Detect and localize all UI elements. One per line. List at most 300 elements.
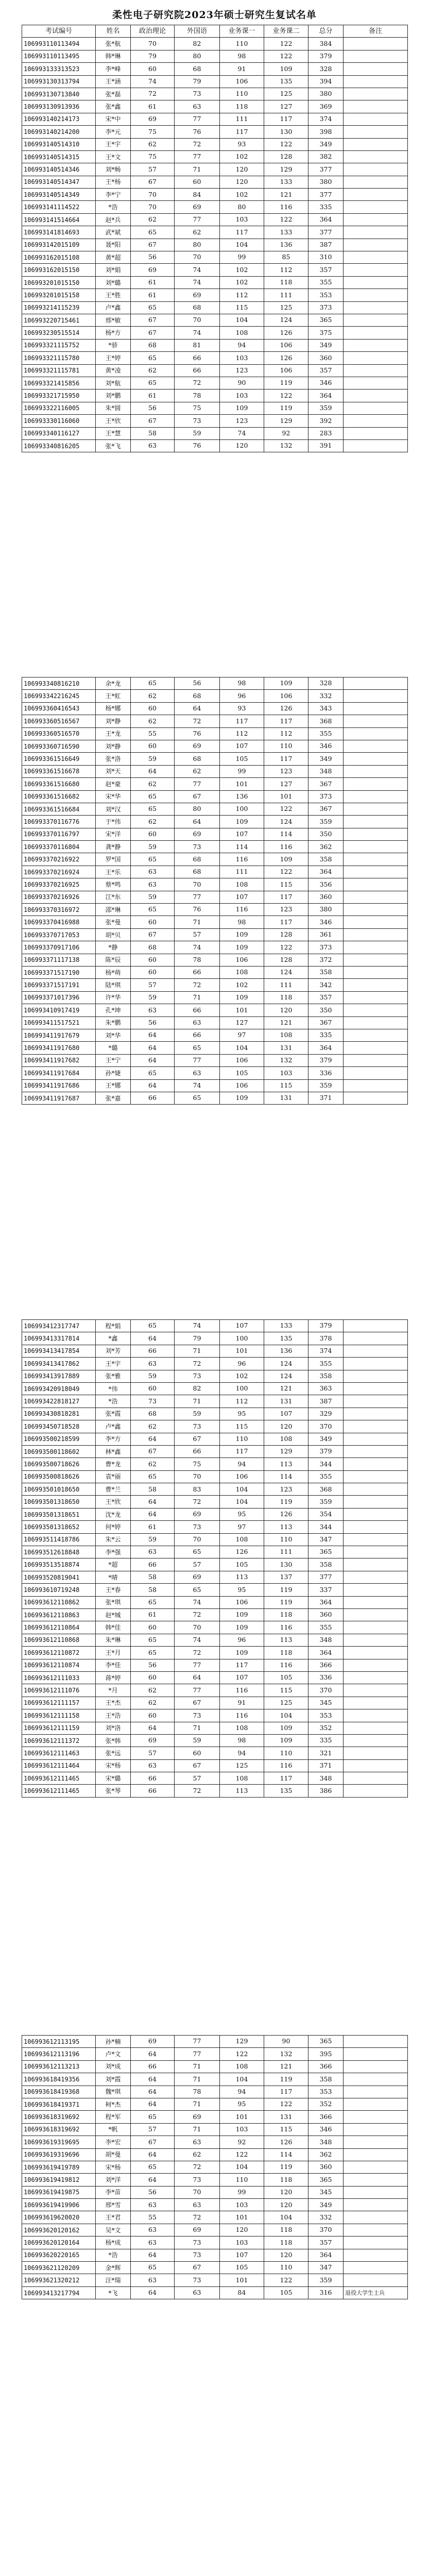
name-cell: 王*宇	[96, 138, 131, 150]
exam-id-cell: 106993370917106	[22, 941, 96, 954]
subject2-score-cell: 117	[264, 1772, 308, 1785]
name-cell: 张*曼	[96, 916, 131, 928]
politics-score-cell: 63	[131, 1546, 175, 1558]
total-score-cell: 368	[308, 715, 344, 727]
subject2-score-cell: 114	[264, 1470, 308, 1483]
subject2-score-cell: 122	[264, 38, 308, 50]
table-row	[22, 1734, 408, 1747]
table-row	[22, 1004, 408, 1016]
subject2-score-cell: 114	[264, 828, 308, 840]
total-score-cell: 386	[308, 1785, 344, 1797]
subject2-score-cell: 109	[264, 853, 308, 866]
total-score-cell: 379	[308, 1054, 344, 1066]
subject2-score-cell: 118	[264, 276, 308, 289]
subject1-score-cell: 108	[220, 1772, 264, 1785]
foreign-language-score-cell: 76	[175, 439, 220, 452]
total-score-cell: 377	[308, 1571, 344, 1583]
table-row	[22, 2111, 408, 2123]
subject1-score-cell: 116	[220, 1684, 264, 1697]
remarks-cell	[344, 928, 408, 941]
name-cell: 杨*成	[96, 2236, 131, 2249]
exam-id-cell: 106993110113494	[22, 38, 96, 50]
subject2-score-cell: 128	[264, 150, 308, 163]
remarks-cell	[344, 126, 408, 138]
remarks-cell	[344, 1596, 408, 1608]
table-row	[22, 75, 408, 88]
politics-score-cell: 68	[131, 339, 175, 351]
exam-id-cell: 106993371517190	[22, 966, 96, 978]
remarks-cell	[344, 439, 408, 452]
subject1-score-cell: 104	[220, 2161, 264, 2173]
remarks-cell	[344, 1621, 408, 1634]
politics-score-cell: 75	[131, 150, 175, 163]
name-cell: 王*胜	[96, 289, 131, 301]
subject2-score-cell: 114	[264, 2148, 308, 2161]
exam-id-cell: 106993520819041	[22, 1571, 96, 1583]
subject2-score-cell: 110	[264, 1747, 308, 1759]
subject2-score-cell: 109	[264, 677, 308, 690]
name-cell: 张*雅	[96, 1370, 131, 1382]
politics-score-cell: 64	[131, 2098, 175, 2110]
total-score-cell: 364	[308, 2249, 344, 2261]
politics-score-cell: 59	[131, 1370, 175, 1382]
table-row	[22, 377, 408, 389]
remarks-cell	[344, 2123, 408, 2136]
name-cell: 刘*天	[96, 765, 131, 777]
foreign-language-score-cell: 63	[175, 1067, 220, 1079]
foreign-language-score-cell: 73	[175, 2249, 220, 2261]
exam-id-cell: 106993411917680	[22, 1042, 96, 1054]
politics-score-cell: 60	[131, 1382, 175, 1395]
exam-id-cell: 106993619419875	[22, 2186, 96, 2198]
name-cell: *飞	[96, 2286, 131, 2299]
name-cell: 张*磊	[96, 88, 131, 100]
foreign-language-score-cell: 70	[175, 1533, 220, 1546]
table-row	[22, 364, 408, 377]
politics-score-cell: 64	[131, 1508, 175, 1520]
politics-score-cell: 62	[131, 1420, 175, 1433]
subject2-score-cell: 120	[264, 1420, 308, 1433]
foreign-language-score-cell: 77	[175, 1054, 220, 1066]
foreign-language-score-cell: 62	[175, 2148, 220, 2161]
name-cell: 王*文	[96, 150, 131, 163]
foreign-language-score-cell: 60	[175, 176, 220, 188]
remarks-cell	[344, 1067, 408, 1079]
total-score-cell: 373	[308, 790, 344, 803]
table-row	[22, 1433, 408, 1445]
table-row	[22, 891, 408, 903]
subject1-score-cell: 98	[220, 916, 264, 928]
foreign-language-score-cell: 72	[175, 138, 220, 150]
table-row	[22, 289, 408, 301]
exam-id-cell: 106993410917419	[22, 1004, 96, 1016]
politics-score-cell: 63	[131, 439, 175, 452]
politics-score-cell: 64	[131, 765, 175, 777]
remarks-cell	[344, 2186, 408, 2198]
subject2-score-cell: 136	[264, 239, 308, 251]
table-row	[22, 1320, 408, 1332]
total-score-cell: 342	[308, 979, 344, 991]
name-cell: 张*琴	[96, 1785, 131, 1797]
remarks-cell	[344, 1370, 408, 1382]
foreign-language-score-cell: 68	[175, 753, 220, 765]
subject1-score-cell: 117	[220, 715, 264, 727]
name-cell: 刘*洋	[96, 2174, 131, 2186]
remarks-cell	[344, 702, 408, 715]
politics-score-cell: 60	[131, 702, 175, 715]
exam-id-cell: 106993612110874	[22, 1659, 96, 1671]
name-cell: 杨*娜	[96, 702, 131, 715]
table-row	[22, 2148, 408, 2161]
subject2-score-cell: 116	[264, 201, 308, 213]
total-score-cell: 366	[308, 2060, 344, 2073]
table-row	[22, 1092, 408, 1104]
total-score-cell: 368	[308, 1483, 344, 1496]
politics-score-cell: 62	[131, 1697, 175, 1709]
name-cell: 王*乐	[96, 866, 131, 878]
foreign-language-score-cell: 57	[175, 928, 220, 941]
name-cell: 许*华	[96, 991, 131, 1004]
foreign-language-score-cell: 83	[175, 1483, 220, 1496]
total-score-cell: 364	[308, 389, 344, 402]
table-row	[22, 816, 408, 828]
remarks-cell	[344, 2098, 408, 2110]
remarks-cell	[344, 63, 408, 75]
exam-id-cell: 106993511418786	[22, 1533, 96, 1546]
table-row	[22, 1533, 408, 1546]
name-cell: 张*嘉	[96, 1092, 131, 1104]
politics-score-cell: 63	[131, 2274, 175, 2286]
foreign-language-score-cell: 78	[175, 2086, 220, 2098]
table-row	[22, 327, 408, 339]
total-score-cell: 348	[308, 1634, 344, 1646]
politics-score-cell: 56	[131, 402, 175, 414]
foreign-language-score-cell: 77	[175, 2048, 220, 2060]
subject2-score-cell: 115	[264, 1684, 308, 1697]
subject2-score-cell: 119	[264, 2161, 308, 2173]
politics-score-cell: 61	[131, 389, 175, 402]
subject2-score-cell: 125	[264, 88, 308, 100]
total-score-cell: 362	[308, 841, 344, 853]
exam-id-cell: 106993500818626	[22, 1470, 96, 1483]
subject2-score-cell: 124	[264, 314, 308, 326]
politics-score-cell: 59	[131, 991, 175, 1004]
exam-id-cell: 106993618419368	[22, 2086, 96, 2098]
subject1-score-cell: 105	[220, 2262, 264, 2274]
politics-score-cell: 56	[131, 1659, 175, 1671]
subject1-score-cell: 101	[220, 1004, 264, 1016]
total-score-cell: 349	[308, 1433, 344, 1445]
politics-score-cell: 66	[131, 1785, 175, 1797]
subject1-score-cell: 109	[220, 928, 264, 941]
exam-id-cell: 106993370116804	[22, 841, 96, 853]
subject2-score-cell: 121	[264, 189, 308, 201]
subject2-score-cell: 123	[264, 1483, 308, 1496]
table-row	[22, 1546, 408, 1558]
table-row	[22, 2073, 408, 2086]
subject2-score-cell: 123	[264, 765, 308, 777]
subject2-score-cell: 116	[264, 1659, 308, 1671]
name-cell: *晴	[96, 1571, 131, 1583]
subject1-score-cell: 110	[220, 38, 264, 50]
exam-id-cell: 106993141814693	[22, 226, 96, 239]
remarks-cell	[344, 790, 408, 803]
foreign-language-score-cell: 80	[175, 803, 220, 815]
exam-id-cell: 106993110113495	[22, 50, 96, 62]
name-cell: *超	[96, 1558, 131, 1571]
politics-score-cell: 60	[131, 916, 175, 928]
name-cell: 武*斌	[96, 226, 131, 239]
subject1-score-cell: 103	[220, 352, 264, 364]
politics-score-cell: 65	[131, 1634, 175, 1646]
subject2-score-cell: 125	[264, 1697, 308, 1709]
exam-id-cell: 106993140214200	[22, 126, 96, 138]
exam-id-cell: 106993370717053	[22, 928, 96, 941]
total-score-cell: 366	[308, 2111, 344, 2123]
subject2-score-cell: 111	[264, 979, 308, 991]
politics-score-cell: 74	[131, 75, 175, 88]
foreign-language-score-cell: 74	[175, 327, 220, 339]
subject1-score-cell: 101	[220, 1345, 264, 1357]
total-score-cell: 336	[308, 1671, 344, 1684]
foreign-language-score-cell: 77	[175, 113, 220, 125]
subject1-score-cell: 109	[220, 1621, 264, 1634]
remarks-cell	[344, 1496, 408, 1508]
politics-score-cell: 62	[131, 364, 175, 377]
remarks-cell	[344, 314, 408, 326]
exam-id-cell: 106993201015150	[22, 276, 96, 289]
name-cell: 孙*婕	[96, 1067, 131, 1079]
table-row	[22, 941, 408, 954]
total-score-cell: 359	[308, 1496, 344, 1508]
subject1-score-cell: 94	[220, 1458, 264, 1470]
politics-score-cell: 73	[131, 1395, 175, 1408]
subject2-score-cell: 111	[264, 289, 308, 301]
exam-id-cell: 106993619419789	[22, 2161, 96, 2173]
subject2-score-cell: 129	[264, 163, 308, 176]
name-cell: 刘*畅	[96, 163, 131, 176]
total-score-cell: 358	[308, 1558, 344, 1571]
politics-score-cell: 65	[131, 1596, 175, 1608]
politics-score-cell: 64	[131, 1433, 175, 1445]
name-cell: 罗*国	[96, 853, 131, 866]
total-score-cell: 357	[308, 264, 344, 276]
subject2-score-cell: 106	[264, 364, 308, 377]
subject1-score-cell: 107	[220, 1671, 264, 1684]
name-cell: 刘*汉	[96, 803, 131, 815]
total-score-cell: 365	[308, 1546, 344, 1558]
subject1-score-cell: 92	[220, 2136, 264, 2148]
total-score-cell: 395	[308, 2048, 344, 2060]
subject2-score-cell: 118	[264, 2224, 308, 2236]
politics-score-cell: 57	[131, 163, 175, 176]
politics-score-cell: 64	[131, 2048, 175, 2060]
subject1-score-cell: 115	[220, 1420, 264, 1433]
foreign-language-score-cell: 72	[175, 979, 220, 991]
total-score-cell: 335	[308, 1734, 344, 1747]
name-cell: 赵*兵	[96, 213, 131, 226]
foreign-language-score-cell: 80	[175, 239, 220, 251]
politics-score-cell: 60	[131, 966, 175, 978]
table-row	[22, 251, 408, 264]
subject1-score-cell: 109	[220, 1647, 264, 1659]
table-row	[22, 2161, 408, 2173]
remarks-cell	[344, 2060, 408, 2073]
subject2-score-cell: 109	[264, 1734, 308, 1747]
politics-score-cell: 61	[131, 276, 175, 289]
total-score-cell: 379	[308, 50, 344, 62]
remarks-cell	[344, 1320, 408, 1332]
table-row	[22, 1016, 408, 1029]
foreign-language-score-cell: 56	[175, 677, 220, 690]
total-score-cell: 377	[308, 163, 344, 176]
remarks-cell	[344, 2136, 408, 2148]
politics-score-cell: 62	[131, 213, 175, 226]
table-row	[22, 690, 408, 702]
total-score-cell: 374	[308, 1345, 344, 1357]
name-cell: 陈*辰	[96, 954, 131, 966]
name-cell: 刘*静	[96, 740, 131, 752]
name-cell: 王*虹	[96, 690, 131, 702]
exam-id-cell: 106993612111159	[22, 1722, 96, 1734]
foreign-language-score-cell: 66	[175, 364, 220, 377]
subject2-score-cell: 126	[264, 1508, 308, 1520]
exam-id-cell: 106993340816205	[22, 439, 96, 452]
subject2-score-cell: 130	[264, 1558, 308, 1571]
remarks-cell	[344, 966, 408, 978]
remarks-cell	[344, 75, 408, 88]
exam-id-cell: 106993142015109	[22, 239, 96, 251]
total-score-cell: 370	[308, 1420, 344, 1433]
politics-score-cell: 64	[131, 1054, 175, 1066]
foreign-language-score-cell: 77	[175, 213, 220, 226]
table-row	[22, 2036, 408, 2048]
politics-score-cell: 60	[131, 954, 175, 966]
foreign-language-score-cell: 69	[175, 2224, 220, 2236]
foreign-language-score-cell: 69	[175, 1508, 220, 1520]
remarks-cell	[344, 727, 408, 740]
exam-id-cell: 106993618319692	[22, 2123, 96, 2136]
foreign-language-score-cell: 64	[175, 1671, 220, 1684]
table-row	[22, 113, 408, 125]
total-score-cell: 359	[308, 816, 344, 828]
total-score-cell: 394	[308, 75, 344, 88]
total-score-cell: 347	[308, 1533, 344, 1546]
subject1-score-cell: 109	[220, 1092, 264, 1104]
politics-score-cell: 63	[131, 1358, 175, 1370]
name-cell: 孔*坤	[96, 1004, 131, 1016]
subject2-score-cell: 120	[264, 2249, 308, 2261]
column-header: 业务课二	[264, 25, 308, 38]
subject1-score-cell: 103	[220, 2123, 264, 2136]
subject1-score-cell: 116	[220, 904, 264, 916]
remarks-cell	[344, 213, 408, 226]
exam-id-cell: 106993140514349	[22, 189, 96, 201]
politics-score-cell: 67	[131, 314, 175, 326]
politics-score-cell: 69	[131, 113, 175, 125]
remarks-cell	[344, 339, 408, 351]
name-cell: 杨*方	[96, 327, 131, 339]
exam-id-cell: 106993361516684	[22, 803, 96, 815]
table-page-3	[22, 1319, 407, 1798]
total-score-cell: 357	[308, 991, 344, 1004]
table-row	[22, 201, 408, 213]
politics-score-cell: 65	[131, 803, 175, 815]
subject1-score-cell: 102	[220, 1370, 264, 1382]
table-row	[22, 765, 408, 777]
exam-id-cell: 106993413317814	[22, 1332, 96, 1345]
remarks-cell	[344, 1470, 408, 1483]
name-cell: 刘*芳	[96, 1345, 131, 1357]
remarks-cell	[344, 878, 408, 891]
exam-id-cell: 106993612111076	[22, 1684, 96, 1697]
remarks-cell	[344, 138, 408, 150]
subject2-score-cell: 137	[264, 1571, 308, 1583]
foreign-language-score-cell: 69	[175, 201, 220, 213]
subject1-score-cell: 105	[220, 1558, 264, 1571]
table-row	[22, 50, 408, 62]
exam-id-cell: 106993360416543	[22, 702, 96, 715]
table-row	[22, 1709, 408, 1722]
name-cell: *璐	[96, 1042, 131, 1054]
total-score-cell: 360	[308, 891, 344, 903]
name-cell: 邢*敏	[96, 314, 131, 326]
name-cell: *伟	[96, 1382, 131, 1395]
remarks-cell	[344, 991, 408, 1004]
total-score-cell: 380	[308, 88, 344, 100]
name-cell: 赵*城	[96, 1608, 131, 1621]
subject2-score-cell: 119	[264, 1596, 308, 1608]
total-score-cell: 332	[308, 2211, 344, 2224]
subject2-score-cell: 110	[264, 1533, 308, 1546]
table-row	[22, 1345, 408, 1357]
subject1-score-cell: 110	[220, 88, 264, 100]
table-row	[22, 1684, 408, 1697]
exam-id-cell: 106993370316972	[22, 904, 96, 916]
table-row	[22, 1621, 408, 1634]
table-row	[22, 1079, 408, 1092]
politics-score-cell: 64	[131, 2148, 175, 2161]
politics-score-cell: 62	[131, 138, 175, 150]
name-cell: 张*韩	[96, 1734, 131, 1747]
remarks-cell	[344, 1054, 408, 1066]
remarks-cell	[344, 163, 408, 176]
politics-score-cell: 67	[131, 239, 175, 251]
remarks-cell	[344, 88, 408, 100]
total-score-cell: 337	[308, 1584, 344, 1596]
subject2-score-cell: 129	[264, 415, 308, 427]
remarks-cell	[344, 841, 408, 853]
politics-score-cell: 62	[131, 715, 175, 727]
subject1-score-cell: 103	[220, 2236, 264, 2249]
foreign-language-score-cell: 77	[175, 778, 220, 790]
remarks-cell	[344, 38, 408, 50]
exam-id-cell: 106993413417854	[22, 1345, 96, 1357]
exam-id-cell: 106993370116797	[22, 828, 96, 840]
total-score-cell: 345	[308, 1697, 344, 1709]
name-cell: 王*娜	[96, 1079, 131, 1092]
remarks-cell	[344, 1395, 408, 1408]
table-row	[22, 239, 408, 251]
subject2-score-cell: 109	[264, 63, 308, 75]
exam-id-cell: 106993340816210	[22, 677, 96, 690]
name-cell: 杨*萌	[96, 966, 131, 978]
name-cell: 李*佳	[96, 1659, 131, 1671]
politics-score-cell: 65	[131, 2111, 175, 2123]
total-score-cell: 365	[308, 2036, 344, 2048]
subject1-score-cell: 94	[220, 2086, 264, 2098]
politics-score-cell: 67	[131, 928, 175, 941]
